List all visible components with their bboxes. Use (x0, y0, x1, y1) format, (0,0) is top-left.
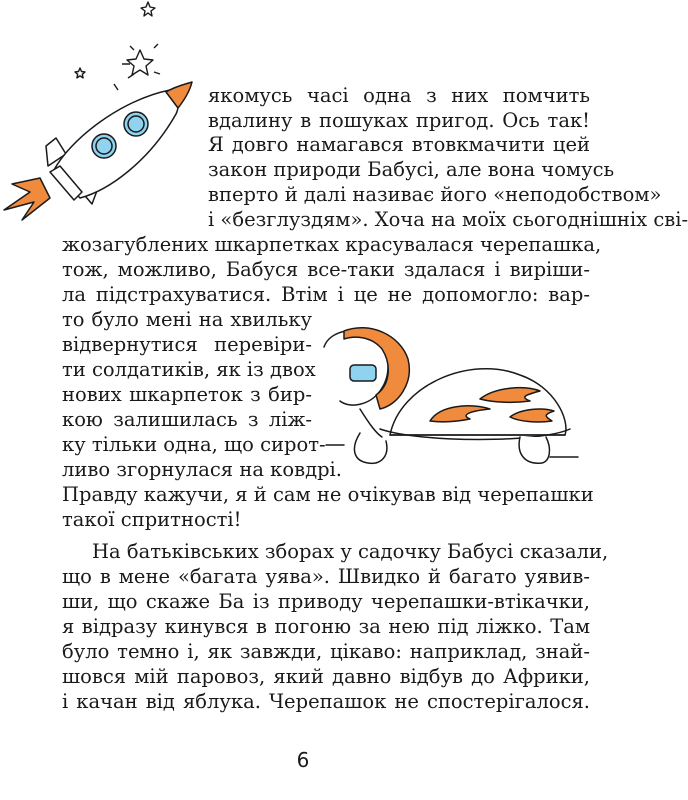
text-line: закон природи Бабусі, але вона чомусь (208, 158, 615, 181)
text-line: Правду кажучи, я й сам не очікував від черепашки (62, 483, 594, 506)
text-line: ливо згорнулася на ковдрі. (62, 458, 342, 481)
star-icon (141, 2, 155, 16)
text-line: шовся мій паровоз, який давно відбув до Африки, (62, 665, 590, 688)
text-line: вперто й далі називає його «неподобством» (208, 183, 662, 206)
text-line: ши, що скаже Ба із приводу черепашки-втікачки, (62, 590, 590, 613)
text-line: і «безглуздям». Хоча на моїх сьогоднішніх сві- (208, 208, 688, 231)
text-line: ла підстрахуватися. Втім і це не допомогло: вар- (62, 283, 590, 306)
star-icon (75, 68, 85, 78)
turtle-with-helmet-drawing (320, 325, 580, 475)
text-line: відвернутися перевіри- (62, 333, 312, 356)
paragraph-start-line: На батьківських зборах у садочку Бабусі сказали, (92, 540, 609, 563)
text-line: нових шкарпеток з бир- (62, 383, 312, 406)
page-number: 6 (296, 748, 310, 772)
text-line: вдалину в пошуках пригод. Ось так! (208, 109, 590, 132)
text-line: тож, можливо, Бабуся все-таки здалася і виріши- (62, 258, 590, 281)
text-line: такої спритності! (62, 508, 242, 531)
text-line: жозагублених шкарпетках красувалася черепашка, (62, 233, 602, 256)
text-line: ку тільки одна, що сирот- (62, 433, 326, 456)
text-line: кою залишилась з ліж- (62, 408, 312, 431)
text-line: то було мені на хвильку (62, 308, 312, 331)
text-line: що в мене «багата уява». Швидко й багато уявив- (62, 565, 590, 588)
text-line: Я довго намагався втовкмачити цей (208, 133, 590, 156)
text-line: ти солдатиків, як із двох (62, 358, 316, 381)
text-line: якомусь часі одна з них помчить (208, 84, 590, 107)
text-line: я відразу кинувся в погоню за нею під ліжко. Там (62, 615, 590, 638)
text-line: і качан від яблука. Черепашок не спостерігалося. (62, 690, 590, 713)
text-line: було темно і, як завжди, цікаво: наприклад, знай- (62, 640, 590, 663)
rocket-drawing (0, 80, 200, 240)
star-icon (127, 50, 153, 75)
